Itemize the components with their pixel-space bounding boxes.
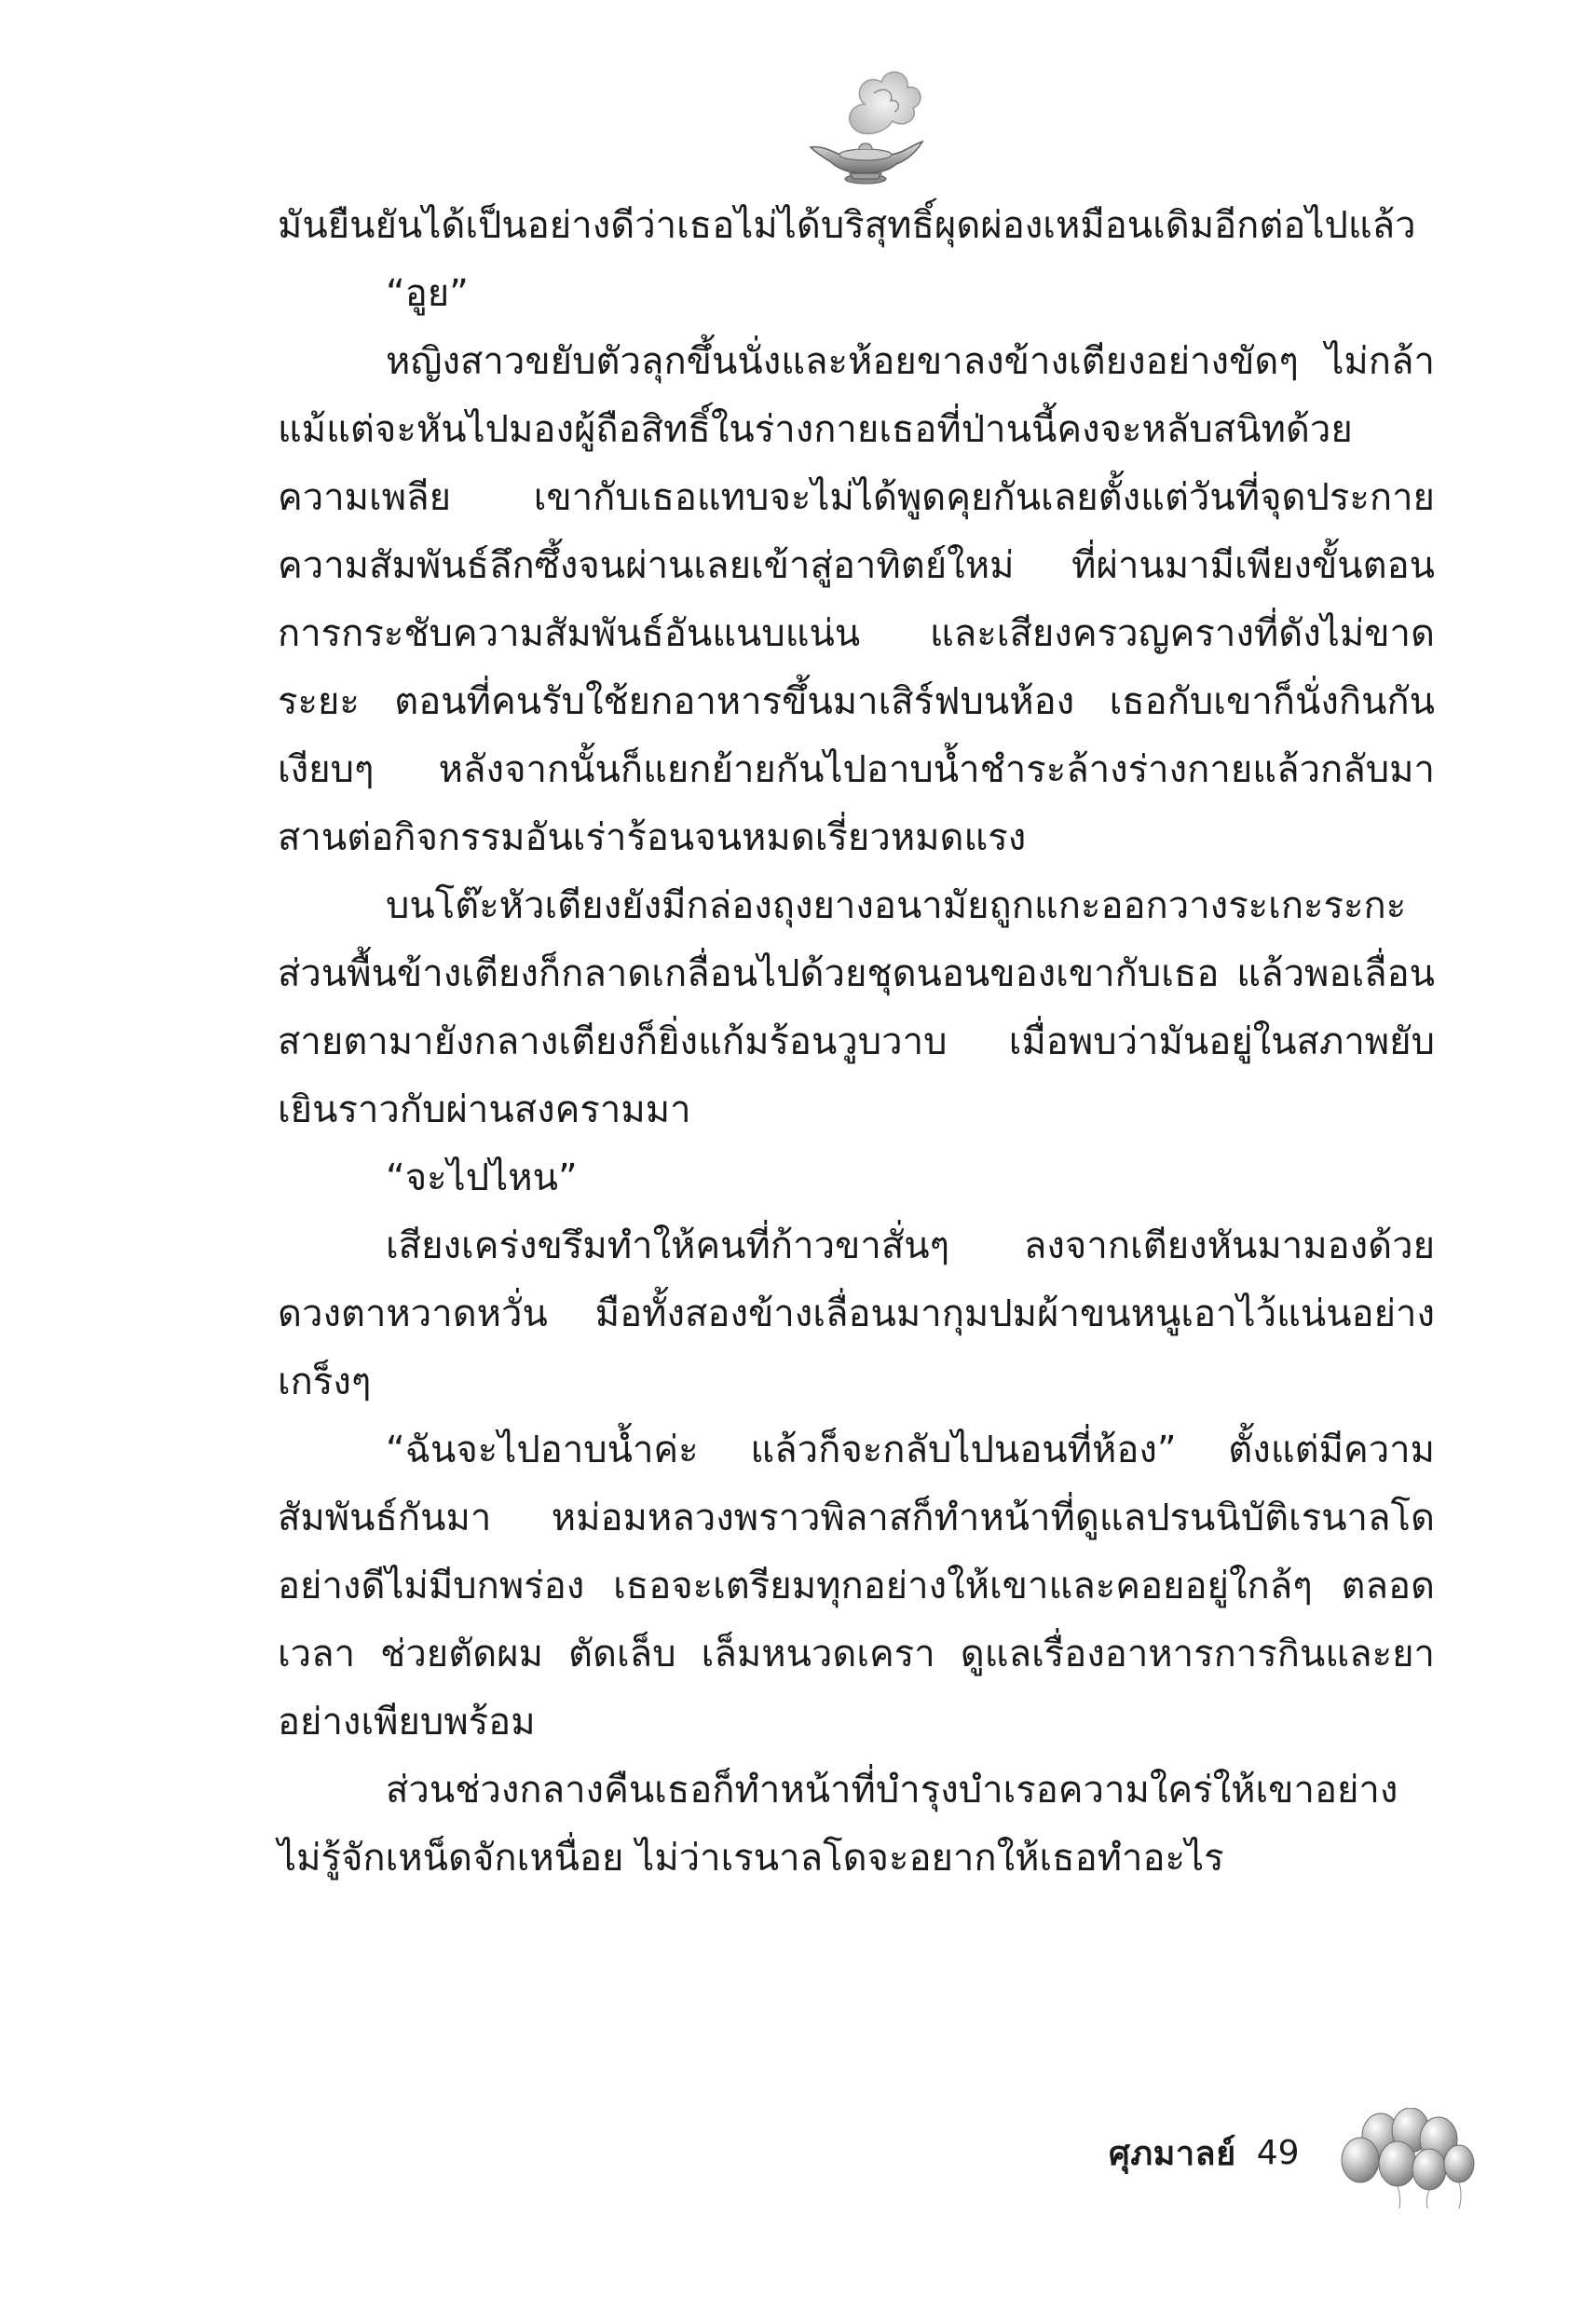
page-footer [1109,2115,1300,2190]
body-text [278,192,1435,1893]
paragraph: มันยืนยันได้เป็นอย่างดีว่าเธอไม่ได้บริสุทธิ์ผุดผ่องเหมือนเดิมอีกต่อไปแล้ว [278,204,1416,247]
paragraph: เสียงเคร่งขรึมทำให้คนที่ก้าวขาสั่นๆ ลงจากเตียงหันมามองด้วยดวงตาหวาดหวั่น มือทั้งสองข้างเลื่อนมากุมปมผ้าขนหนูเอาไว้แน่นอย่างเกร็งๆ [278,1224,1435,1403]
paragraph-dialogue: “อูย” [386,272,469,315]
author-name: ศุภมาลย์ [1109,2134,1236,2173]
paragraph-dialogue: “จะไปไหน” [386,1156,578,1199]
magic-lamp-icon [794,56,934,196]
balloons-icon [1332,2108,1481,2210]
paragraph: ส่วนช่วงกลางคืนเธอก็ทำหน้าที่บำรุงบำเรอความใคร่ให้เขาอย่างไม่รู้จักเหน็ดจักเหนื่อย ไม่ว่าเรนาลโดจะอยากให้เธอทำอะไร [278,1769,1398,1880]
paragraph: หญิงสาวขยับตัวลุกขึ้นนั่งและห้อยขาลงข้างเตียงอย่างขัดๆ ไม่กล้าแม้แต่จะหันไปมองผู้ถือสิทธิ์ในร่างกายเธอที่ป่านนี้คงจะหลับสนิทด้วยความเพลีย เขากับเธอแทบจะไม่ได้พูดคุยกันเลยตั้งแต่วันที่จุดประกายความสัมพันธ์ลึกซึ้งจนผ่านเลยเข้าสู่อาทิตย์ใหม่ ที่ผ่านมามีเพียงขั้นตอนการกระชับความสัมพันธ์อันแนบแน่น และเสียงครวญครางที่ดังไม่ขาดระยะ ตอนที่คนรับใช้ยกอาหารขึ้นมาเสิร์ฟบนห้อง เธอกับเขาก็นั่งกินกันเงียบๆ หลังจากนั้นก็แยกย้ายกันไปอาบน้ำชำระล้างร่างกายแล้วกลับมาสานต่อกิจกรรมอันเร่าร้อนจนหมดเรี่ยวหมดแรง [278,340,1435,859]
page-number: 49 [1256,2133,1300,2172]
paragraph: “ฉันจะไปอาบน้ำค่ะ แล้วก็จะกลับไปนอนที่ห้อง” ตั้งแต่มีความสัมพันธ์กันมา หม่อมหลวงพราวพิลาสก็ทำหน้าที่ดูแลปรนนิบัติเรนาลโดอย่างดีไม่มีบกพร่อง เธอจะเตรียมทุกอย่างให้เขาและคอยอยู่ใกล้ๆ ตลอดเวลา ช่วยตัดผม ตัดเล็บ เล็มหนวดเครา ดูแลเรื่องอาหารการกินและยาอย่างเพียบพร้อม [278,1429,1435,1744]
paragraph: บนโต๊ะหัวเตียงยังมีกล่องถุงยางอนามัยถูกแกะออกวางระเกะระกะ ส่วนพื้นข้างเตียงก็กลาดเกลื่อนไปด้วยชุดนอนของเขากับเธอ แล้วพอเลื่อนสายตามายังกลางเตียงก็ยิ่งแก้มร้อนวูบวาบ เมื่อพบว่ามันอยู่ในสภาพยับเยินราวกับผ่านสงครามมา [278,884,1435,1131]
